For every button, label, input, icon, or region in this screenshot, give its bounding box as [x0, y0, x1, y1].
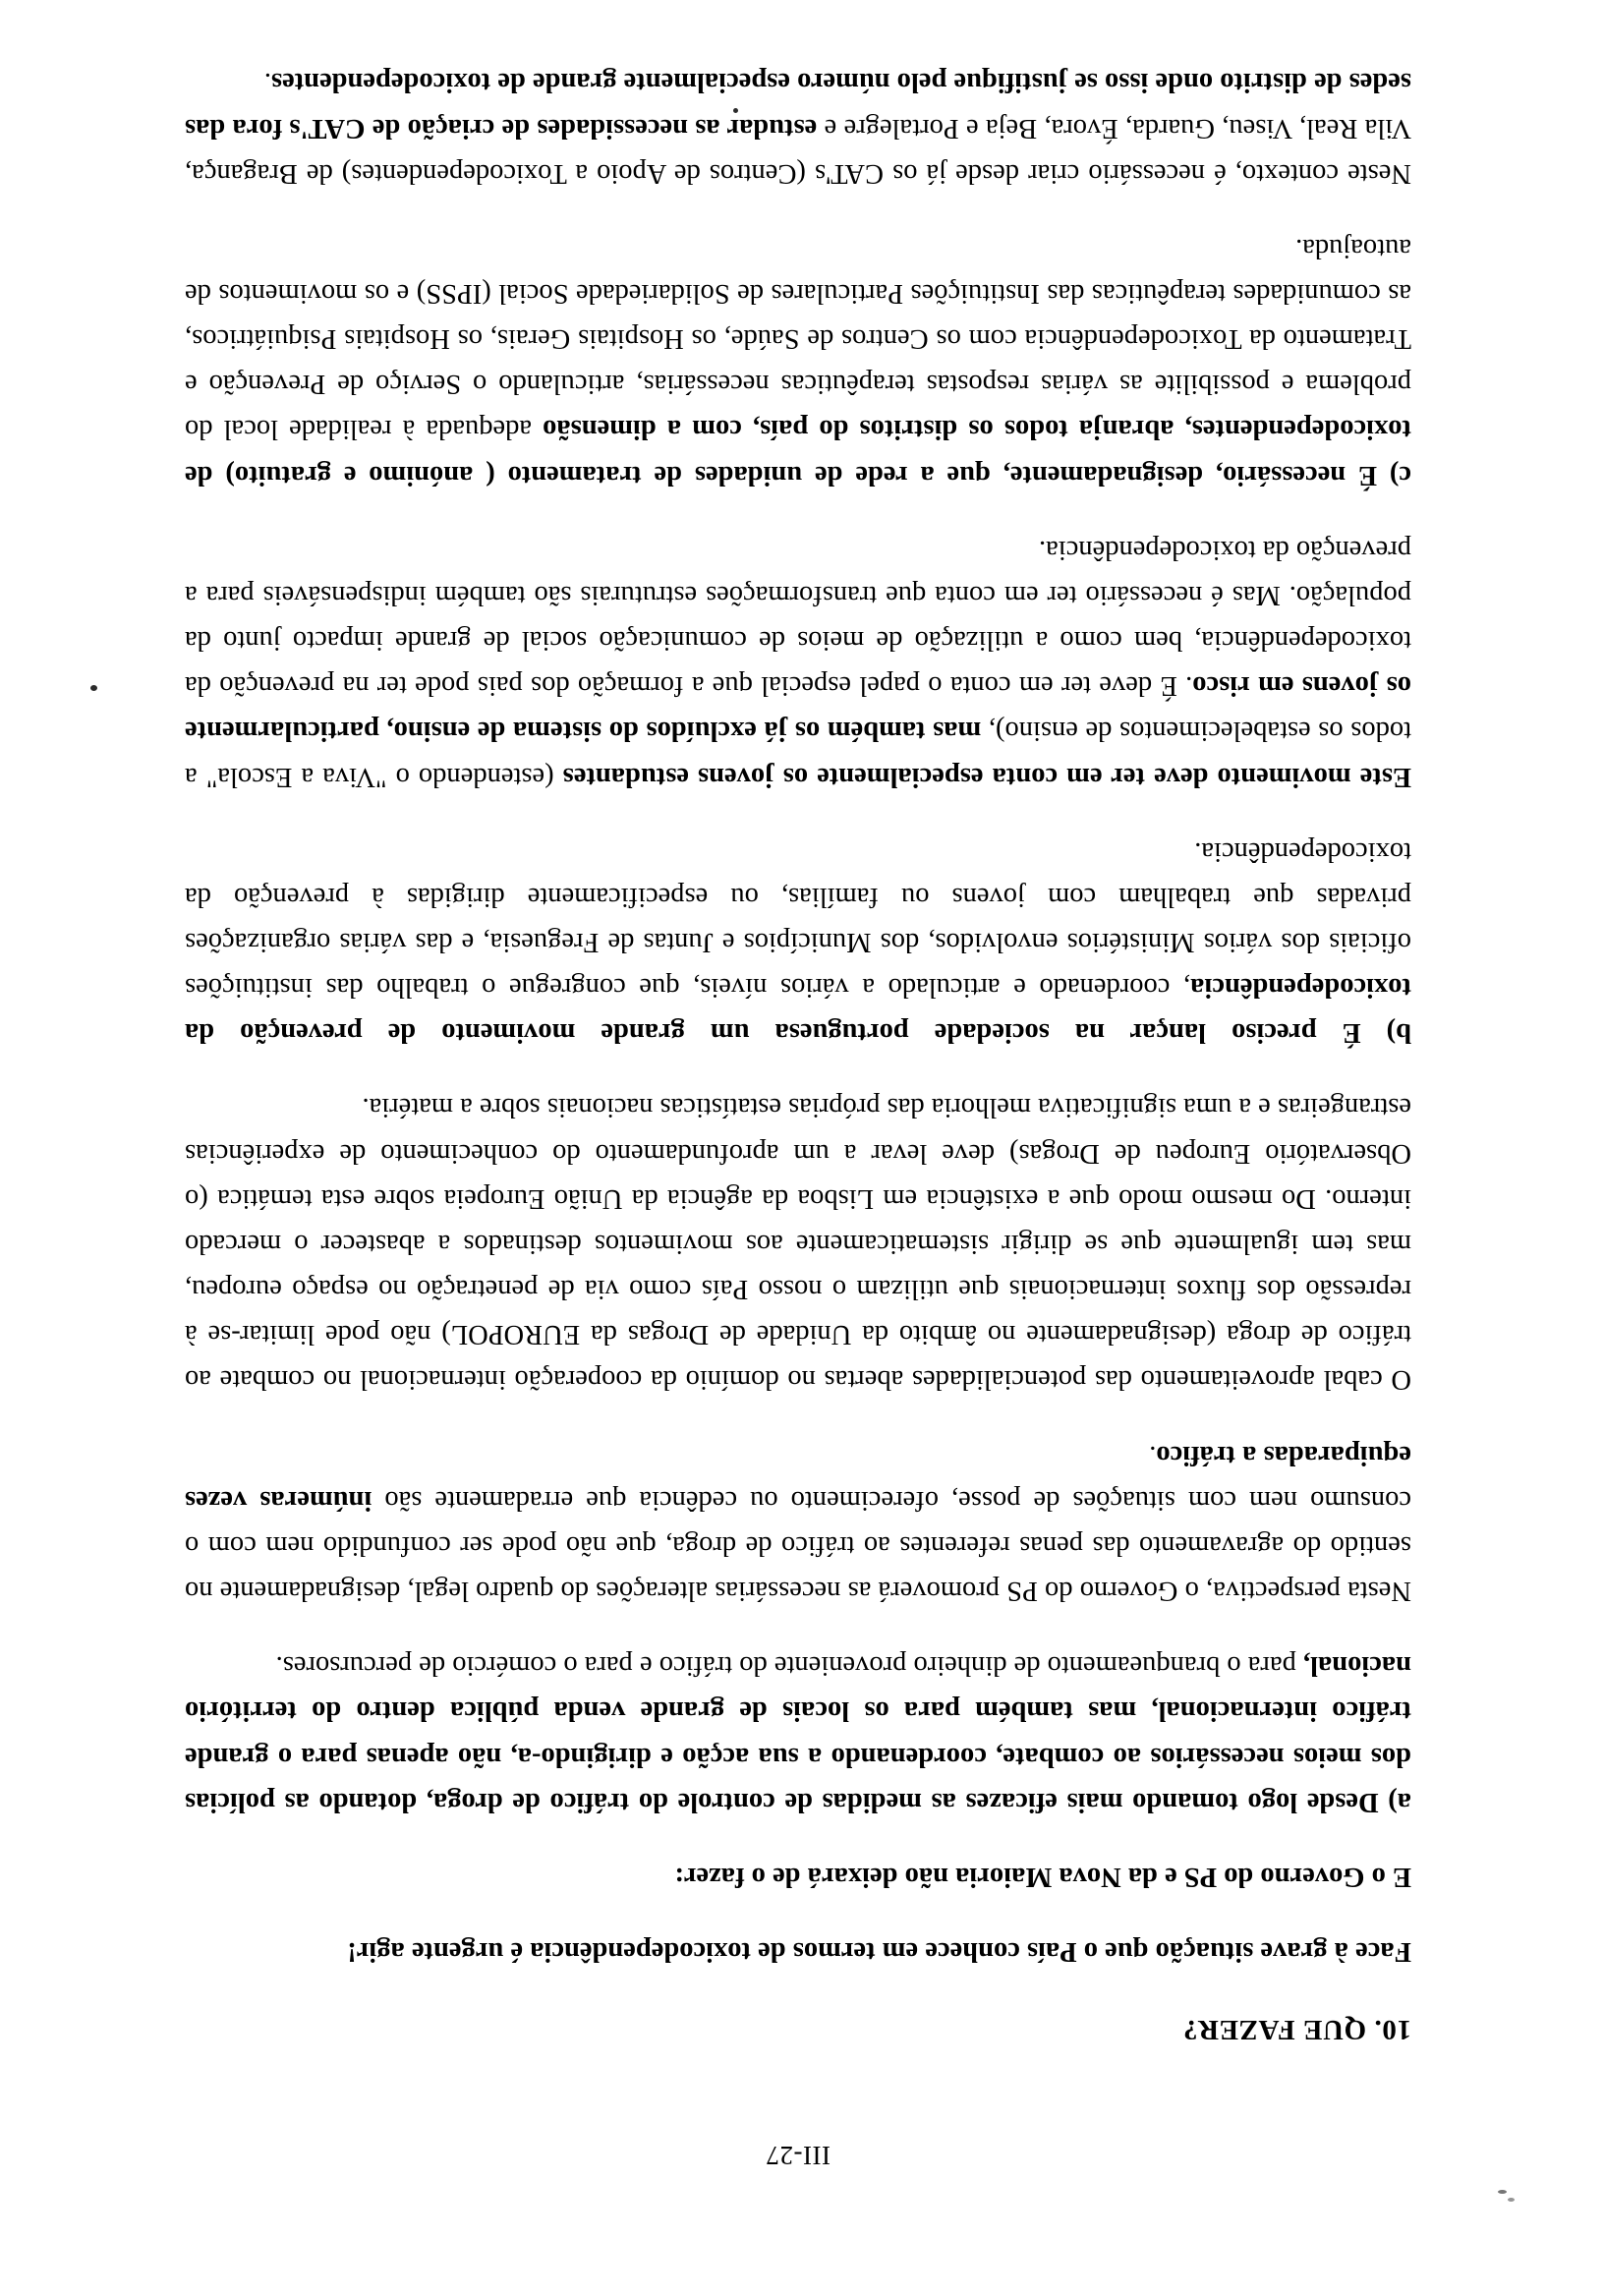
paragraph-perspectiva — [185, 1431, 1411, 1613]
paragraph-intro-text: E o Governo do PS e da Nova Maioria não deixará de o fazer: — [674, 1861, 1411, 1892]
europol-text: O cabal aproveitamento das potencialidades abertas no domínio da cooperação internacional no combate ao tráfico de droga (designadamente no âmbito da Unidade de Drogas da EUROPOL) não pode limitar-se à repressão dos fluxos internacionais que utilizam o nosso País como via de penetração no espaço europeu, mas tem igualmente que se dirigir sistematicamente aos movimentos destinados a abastecer o mercado interno. Do mesmo modo que a existência em Lisboa da agência da União Europeia sobre esta temática (o Observatório Europeu de Drogas) deve levar a um aprofundamento do conhecimento de experiências estrangeiras e a uma significativa melhoria das próprias estatísticas nacionais sobre a matéria. — [185, 1092, 1411, 1396]
paragraph-lead — [185, 1928, 1411, 1974]
item-c-bold-lead: c) É necessário, designadamente, que a rede de unidades de tratamento ( anónimo e gratuito) de toxicodependentes, abranja todos os distritos do país, com a dimensão — [185, 414, 1411, 490]
paragraph-contexto — [185, 59, 1411, 195]
paragraph-item-a — [185, 1642, 1411, 1824]
text-column — [185, 33, 1411, 2170]
contexto-bold-tail: estudar as necessidades de criação de CAT's fora das sedes de distrito onde isso se justifique pelo número especialmente grande de toxicodependentes — [185, 67, 1411, 144]
paragraph-item-c — [185, 225, 1411, 497]
paragraph-europol — [185, 1084, 1411, 1402]
perspectiva-bold-tail: inúmeras vezes equiparadas a tráfico — [184, 1439, 1411, 1516]
movimento-bold-mid: mas também os já excluídos do sistema de ensino, particularmente os jovens em risco — [185, 670, 1411, 747]
movimento-rest: (estendendo o "Viva a Escola" a todos os estabelecimentos de ensino), — [184, 716, 1411, 792]
perspectiva-text: Nesta perspectiva, o Governo do PS promoverá as necessárias alterações do quadro legal, designadamente no sentido do agravamento das penas referentes ao tráfico de droga, que não pode ser confundido nem com o consumo nem com situações de posse, oferecimento ou cedência que erradamente são — [185, 1484, 1411, 1607]
movimento-tail: . É deve ter em conta o papel especial que a formação dos pais pode ter na prevenção da toxicodependência, bem como a utilização de meios de comunicação social de grande impacto junto da população. Mas é necessário ter em conta que transformações estruturais são também indispensáveis para a prevenção da toxicodependência. — [185, 534, 1411, 702]
item-c-rest: adequada à realidade local do problema e possibilite as várias respostas terapêuticas necessárias, articulando o Serviço de Prevenção e Tratamento da Toxicodependência com os Centros de Saúde, os Hospitais Gerais, os Hospitais Psiquiátricos, as comunidades terapêuticas das Instituições Particulares de Solidariedade Social (IPSS) e os movimentos de autoajuda. — [185, 232, 1411, 445]
contexto-tail: . — [263, 67, 271, 98]
paragraph-lead-text: Face à grave situação que o País conhece em termos de toxicodependência é urgente agir! — [347, 1936, 1411, 1967]
page-number-header: III-27 — [766, 2141, 831, 2170]
paragraph-movimento — [185, 527, 1411, 799]
paragraph-intro — [185, 1854, 1411, 1899]
scan-speckle-artifact — [1498, 2190, 1507, 2194]
perspectiva-tail: . — [1149, 1439, 1157, 1470]
scan-speckle-artifact — [1508, 2198, 1515, 2202]
paragraph-item-b — [185, 829, 1411, 1056]
contexto-text: Neste contexto, é necessário criar desde já os CAT's (Centros de Apoio a Toxicodependentes) de Bragança, Vila Real, Viseu, Guarda, Évora, Beja e Portalegre e — [185, 112, 1411, 189]
item-b-bold-lead: b) É preciso lançar na sociedade portuguesa um grande movimento de prevenção da toxicodependência — [185, 972, 1411, 1049]
scan-speckle-artifact — [733, 108, 738, 113]
item-a-rest: para o branqueamento de dinheiro proveniente do tráfico e para o comércio de percursores. — [275, 1650, 1303, 1682]
scan-speckle-artifact — [90, 685, 97, 691]
item-a-bold-lead: a) Desde logo tomando mais eficazes as medidas de controle do tráfico de droga, dotando as polícias dos meios necessários ao combate, coordenando a sua acção e dirigindo-a, não apenas para o grande tráfico internacional, mas também para os locais de grande venda pública dentro do território nacional, — [185, 1650, 1411, 1817]
section-title: 10. QUE FAZER? — [1182, 2014, 1411, 2045]
movimento-bold-lead: Este movimento deve ter em conta especialmente os jovens estudantes — [562, 761, 1411, 792]
item-b-rest: , coordenado e articulado a vários níveis, que congregue o trabalho das instituições oficiais dos vários Ministérios envolvidos, dos Municípios e Juntas de Freguesia, e das várias organizações privadas que trabalham com jovens ou famílias, ou especificamente dirigidas à prevenção da toxicodependência. — [185, 835, 1411, 1004]
